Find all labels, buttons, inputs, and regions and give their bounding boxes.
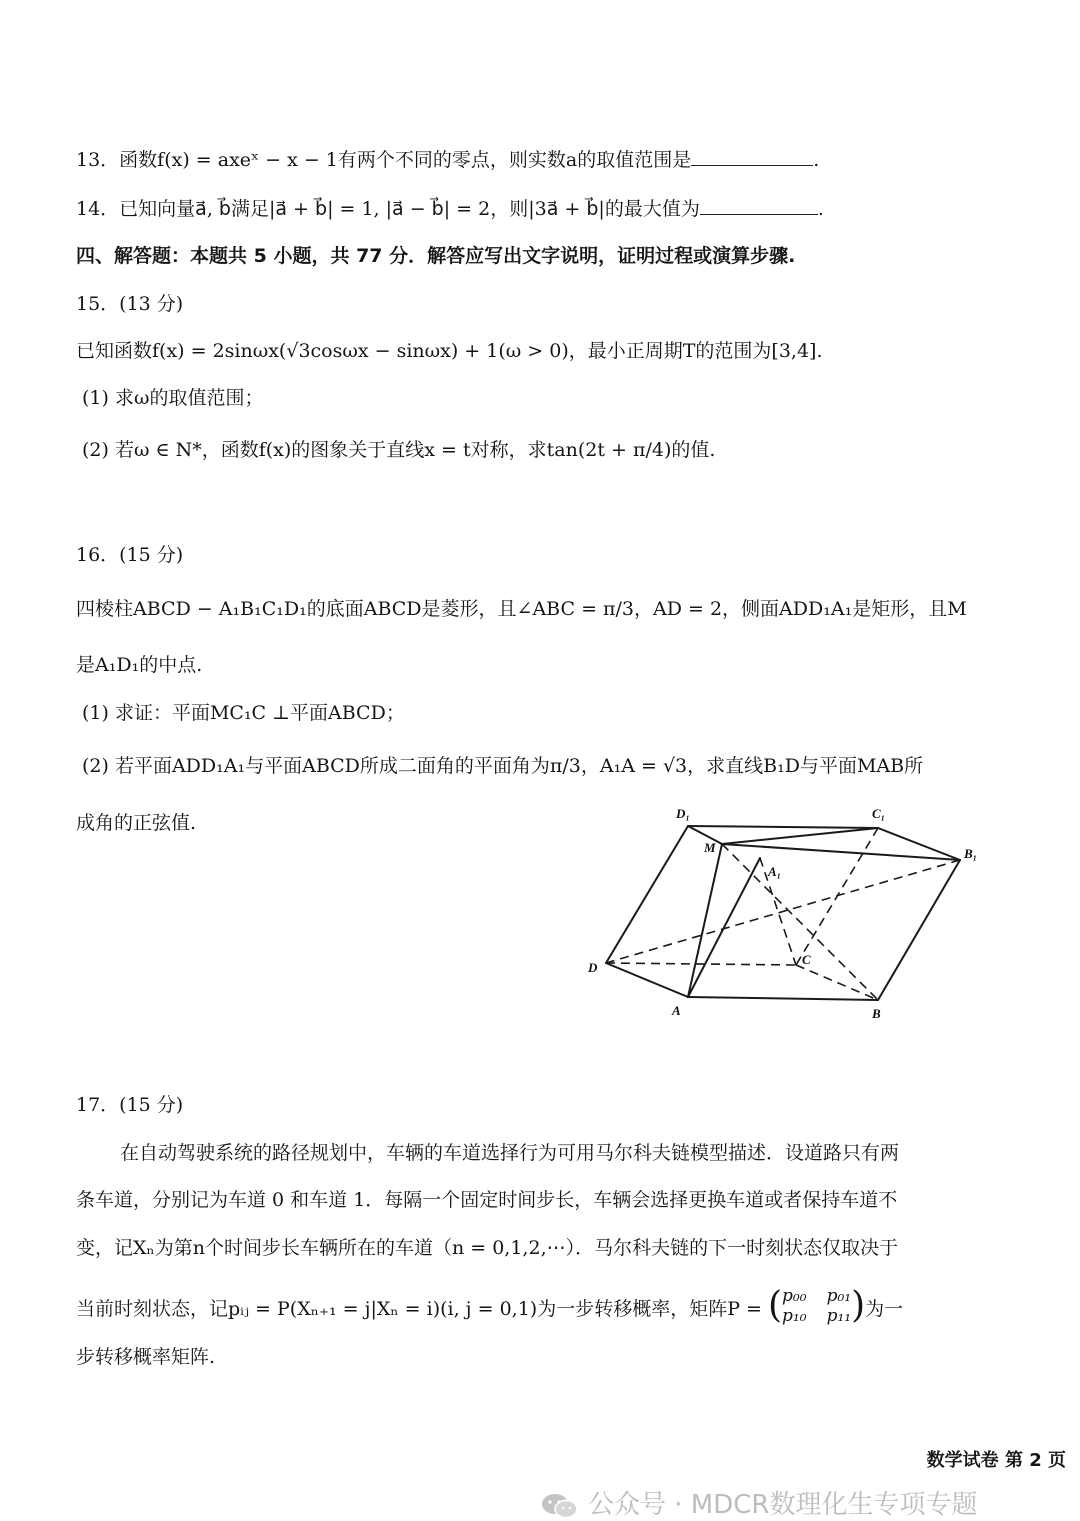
edge-DD1	[606, 826, 688, 963]
edge-CB	[796, 965, 878, 1000]
question-15-stem: 已知函数f(x) = 2sinωx(√3cosωx − sinωx) + 1(ω > 0)，最小正周期T的范围为[3,4].	[76, 340, 823, 362]
matrix-p01: p₀₁	[826, 1286, 852, 1306]
wechat-icon	[540, 1491, 580, 1521]
matrix-p00: p₀₀	[782, 1286, 807, 1306]
watermark	[540, 1484, 977, 1521]
question-17-line-2: 条车道，分别记为车道 0 和车道 1．每隔一个固定时间步长，车辆会选择更换车道或者保持车道不	[76, 1189, 898, 1211]
label-C: C	[802, 952, 811, 967]
question-17-line-5: 步转移概率矩阵.	[76, 1346, 216, 1368]
label-B1: B₁	[964, 846, 978, 861]
page-footer: 数学试卷 第 2 页	[926, 1450, 1066, 1471]
question-17-line-4: 当前时刻状态，记pᵢⱼ = P(Xₙ₊₁ = j|Xₙ = i)(i, j = 0,1)为一步转移概率，矩阵P = ( p₀₀ p₀₁ p₁₀ p₁₁ )为一	[76, 1285, 904, 1326]
label-C1: C₁	[872, 806, 886, 821]
question-17-line-3: 变，记Xₙ为第n个时间步长车辆所在的车道（n = 0,1,2,⋯）．马尔科夫链的下一时刻状态仅取决于	[76, 1237, 899, 1259]
question-16-part-2-line-1: (2) 若平面ADD₁A₁与平面ABCD所成二面角的平面角为π/3，A₁A = √3，求直线B₁D与平面MAB所	[82, 755, 924, 777]
question-16-header: 16．(15 分)	[76, 544, 184, 566]
question-16-part-2-line-2: 成角的正弦值.	[76, 812, 197, 834]
watermark-text: 公众号 · MDCR数理化生专项专题	[588, 1490, 978, 1520]
question-14: 14．已知向量a⃗, b⃗满足|a⃗ + b⃗| = 1, |a⃗ − b⃗| = 2，则|3a⃗ + b⃗|的最大值为 .	[76, 198, 824, 220]
prism-figure	[580, 795, 1000, 1035]
edge-MA	[688, 844, 722, 997]
edge-DA	[606, 963, 688, 997]
question-13: 13．函数f(x) = axeˣ − x − 1有两个不同的零点，则实数a的取值范围是 .	[76, 149, 820, 171]
question-15-part-1: (1) 求ω的取值范围；	[82, 387, 264, 409]
label-M: M	[704, 840, 716, 855]
question-13-text: 13．函数f(x) = axeˣ − x − 1有两个不同的零点，则实数a的取值范围是	[76, 149, 692, 171]
matrix-p10: p₁₀	[782, 1306, 807, 1326]
label-D1: D₁	[676, 806, 690, 821]
edge-D1C1	[688, 826, 878, 828]
edge-A1A	[688, 858, 760, 997]
edge-AB	[688, 997, 878, 1000]
answer-blank-14	[700, 213, 818, 215]
edge-DC	[606, 963, 796, 965]
question-16-stem-line-1: 四棱柱ABCD − A₁B₁C₁D₁的底面ABCD是菱形，且∠ABC = π/3，AD = 2，侧面ADD₁A₁是矩形，且M	[76, 598, 967, 620]
question-17-header: 17．(15 分)	[76, 1094, 184, 1116]
edge-B1B	[878, 860, 960, 1000]
section-4-heading: 四、解答题：本题共 5 小题，共 77 分．解答应写出文字说明，证明过程或演算步骤.	[76, 245, 796, 267]
question-15-header: 15．(13 分)	[76, 293, 184, 315]
matrix-p11: p₁₁	[826, 1306, 852, 1326]
label-D: D	[588, 960, 598, 975]
question-16-stem-line-2: 是A₁D₁的中点.	[76, 654, 203, 676]
question-15-part-2: (2) 若ω ∈ N*，函数f(x)的图象关于直线x = t对称，求tan(2t + π/4)的值.	[82, 439, 716, 461]
edge-MC1	[722, 828, 878, 844]
question-14-text: 14．已知向量a⃗, b⃗满足|a⃗ + b⃗| = 1, |a⃗ − b⃗| = 2，则|3a⃗ + b⃗|的最大值为	[76, 198, 700, 220]
question-17-line-1: 在自动驾驶系统的路径规划中，车辆的车道选择行为可用马尔科夫链模型描述．设道路只有两	[120, 1142, 900, 1164]
question-16-part-1: (1) 求证：平面MC₁C ⊥平面ABCD；	[82, 702, 405, 724]
label-A: A	[672, 1003, 681, 1018]
answer-blank-13	[691, 164, 813, 166]
label-A1: A₁	[768, 864, 782, 879]
transition-matrix: ( p₀₀ p₀₁ p₁₀ p₁₁ )	[768, 1285, 866, 1326]
label-B: B	[872, 1006, 881, 1021]
